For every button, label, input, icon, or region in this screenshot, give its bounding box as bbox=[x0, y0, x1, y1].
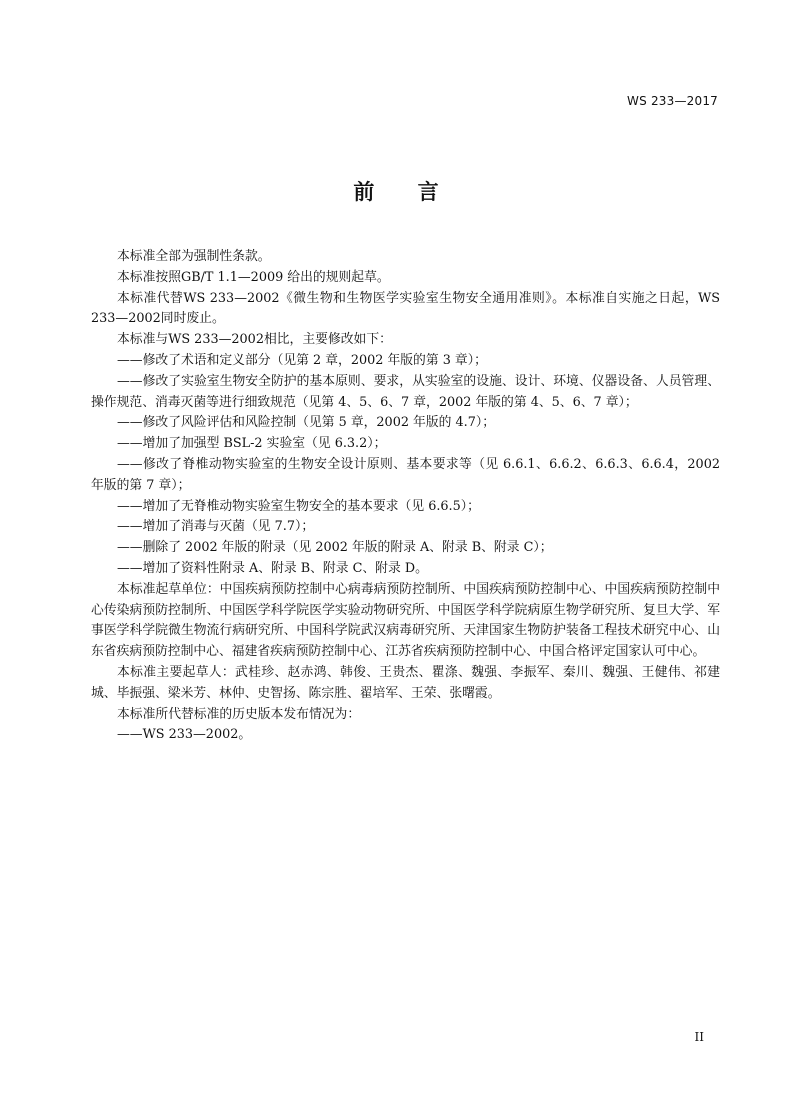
paragraph-mandatory: 本标准全部为强制性条款。 bbox=[117, 249, 271, 264]
change-item: ——修改了风险评估和风险控制（见第 5 章，2002 年版的 4.7）； bbox=[117, 415, 496, 431]
paragraph-drafting-rules: 本标准按照GB/T 1.1—2009 给出的规则起草。 bbox=[117, 269, 390, 285]
change-item: ——增加了资料性附录 A、附录 B、附录 C、附录 D。 bbox=[117, 560, 428, 576]
document-body bbox=[91, 247, 720, 746]
change-item: ——修改了脊椎动物实验室的生物安全设计原则、基本要求等（见 6.6.1、6.6.2、6.6.3、6.6.4，2002 年版的第 7 章）； bbox=[91, 456, 720, 493]
change-item: ——增加了消毒与灭菌（见 7.7）； bbox=[117, 519, 315, 535]
change-item: ——增加了加强型 BSL-2 实验室（见 6.3.2）； bbox=[117, 436, 387, 452]
change-item: ——增加了无脊椎动物实验室生物安全的基本要求（见 6.6.5）； bbox=[117, 498, 480, 514]
history-item: ——WS 233—2002。 bbox=[117, 727, 252, 743]
paragraph-drafters: 本标准主要起草人：武桂珍、赵赤鸿、韩俊、王贵杰、瞿涤、魏强、李振军、秦川、魏强、王健伟、祁建城、毕振强、梁米芳、林仲、史智扬、陈宗胜、翟培军、王荣、张曙霞。 bbox=[91, 664, 720, 701]
page-title: 前 言 bbox=[353, 180, 457, 204]
paragraph-drafting-units: 本标准起草单位：中国疾病预防控制中心病毒病预防控制所、中国疾病预防控制中心、中国疾病预防控制中心传染病预防控制所、中国医学科学院医学实验动物研究所、中国医学科学院病原生物学研究所、复旦大学、军事医学科学院微生物流行病研究所、中国科学院武汉病毒研究所、天津国家生物防护装备工程技术研究中心、山东省疾病预防控制中心、福建省疾病预防控制中心、江苏省疾病预防控制中心、中国合格评定国家认可中心。 bbox=[91, 581, 720, 660]
change-item: ——删除了 2002 年版的附录（见 2002 年版的附录 A、附录 B、附录 C）； bbox=[117, 540, 553, 556]
change-item: ——修改了实验室生物安全防护的基本原则、要求，从实验室的设施、设计、环境、仪器设备、人员管理、操作规范、消毒灭菌等进行细致规范（见第 4、5、6、7 章，2002 年版的第 4、5、6、7 章）； bbox=[91, 373, 720, 410]
change-item: ——修改了术语和定义部分（见第 2 章，2002 年版的第 3 章）； bbox=[117, 352, 487, 368]
standard-code: WS 233—2017 bbox=[627, 94, 718, 108]
paragraph-replaces: 本标准代替WS 233—2002《微生物和生物医学实验室生物安全通用准则》。本标准自实施之日起，WS 233—2002同时废止。 bbox=[91, 290, 720, 327]
page-number: II bbox=[694, 1030, 704, 1044]
paragraph-history-intro: 本标准所代替标准的历史版本发布情况为： bbox=[117, 706, 361, 722]
paragraph-changes-intro: 本标准与WS 233—2002相比，主要修改如下： bbox=[117, 332, 392, 348]
